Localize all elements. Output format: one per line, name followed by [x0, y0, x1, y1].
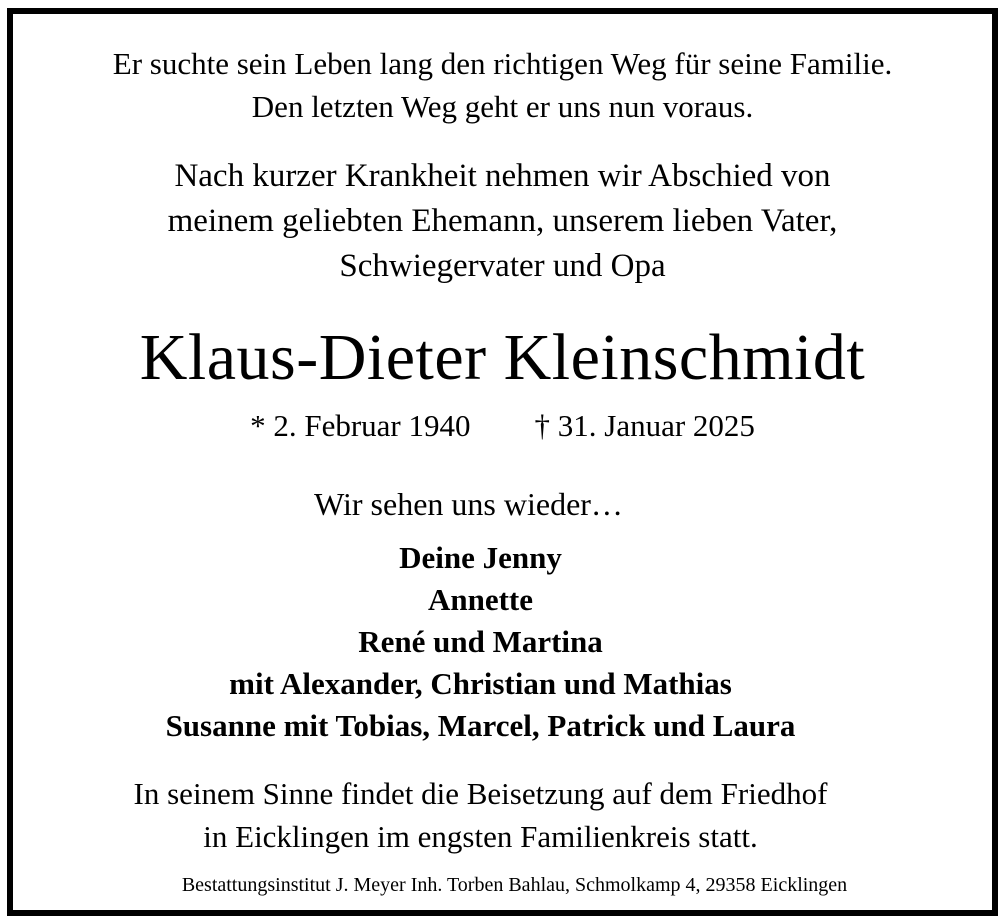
- obituary-frame: [7, 8, 998, 916]
- motto-line-1: Er suchte sein Leben lang den richtigen Weg für seine Familie.: [112, 46, 893, 81]
- life-dates: [13, 406, 992, 446]
- mourner-line: mit Alexander, Christian und Mathias: [229, 666, 732, 701]
- intro-line-2: meinem geliebten Ehemann, unserem lieben Vater,: [167, 203, 838, 239]
- motto-line-2: Den letzten Weg geht er uns nun voraus.: [251, 89, 754, 124]
- birth-date: * 2. Februar 1940: [250, 408, 471, 443]
- mourners-list: [0, 537, 970, 747]
- mourner-line: Susanne mit Tobias, Marcel, Patrick und Laura: [165, 708, 796, 743]
- intro-text: [13, 154, 992, 289]
- burial-line-1: In seinem Sinne findet die Beisetzung auf dem Friedhof: [133, 776, 828, 811]
- mourner-line: Annette: [427, 582, 534, 617]
- intro-line-3: Schwiegervater und Opa: [339, 248, 666, 284]
- death-date: † 31. Januar 2025: [534, 408, 755, 443]
- farewell-line: Wir sehen uns wieder…: [314, 486, 623, 522]
- intro-line-1: Nach kurzer Krankheit nehmen wir Abschied von: [174, 158, 831, 194]
- mourner-line: René und Martina: [358, 624, 603, 659]
- burial-line-2: in Eicklingen im engsten Familienkreis statt.: [203, 819, 758, 854]
- deceased-name: Klaus-Dieter Kleinschmidt: [139, 321, 866, 394]
- motto-quote: [13, 42, 992, 128]
- burial-notice: [0, 772, 970, 858]
- undertaker-credit: Bestattungsinstitut J. Meyer Inh. Torben Bahlau, Schmolkamp 4, 29358 Eicklingen: [181, 874, 848, 896]
- mourner-line: Deine Jenny: [399, 540, 562, 575]
